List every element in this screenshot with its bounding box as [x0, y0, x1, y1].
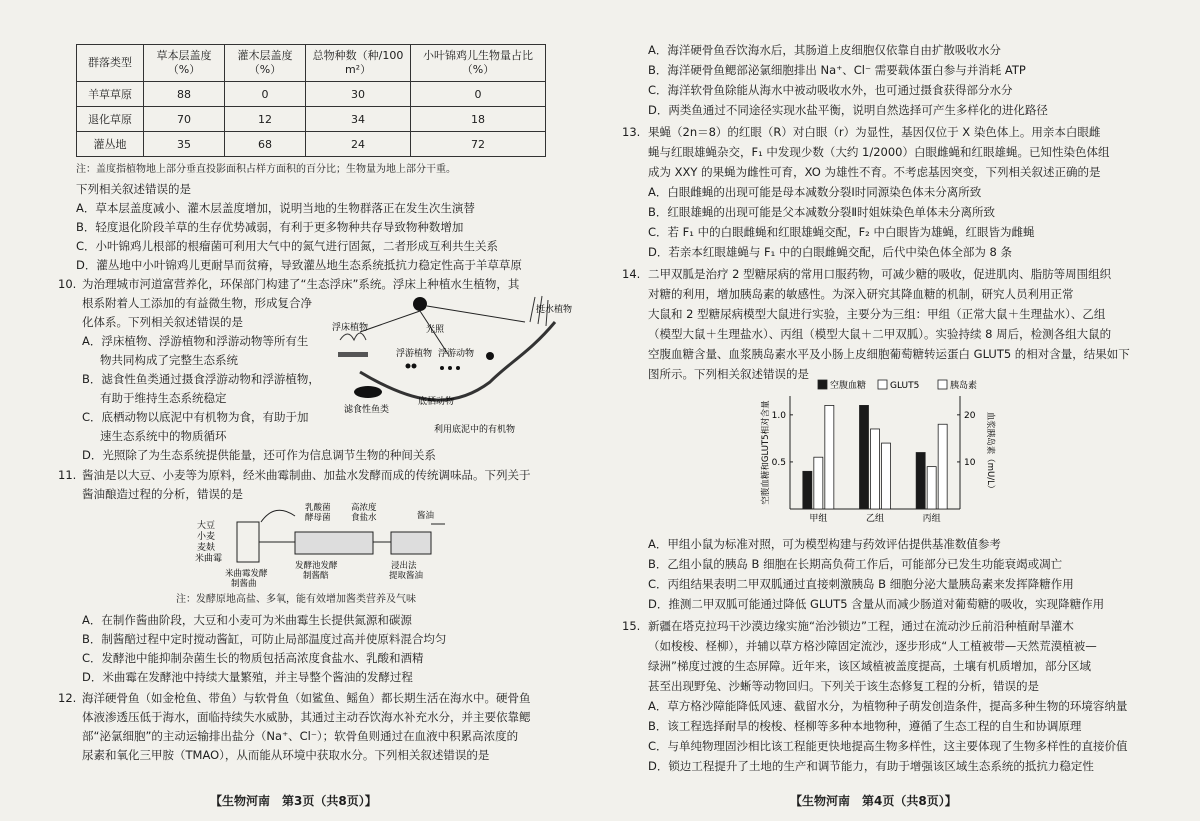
table-cell: 0	[411, 82, 546, 107]
table-cell: 34	[306, 107, 411, 132]
q15-line: 新疆在塔克拉玛干沙漠边缘实施“治沙锁边”工程，通过在流动沙丘前沿种植耐旱灌木	[648, 619, 1074, 633]
q12-line: 部“泌氯细胞”的主动运输排出盐分（Na⁺、Cl⁻）；软骨鱼则通过在血液中积累高浓度的	[82, 729, 519, 743]
zoo-dot	[440, 366, 444, 370]
step-label: 制酱醅	[303, 571, 329, 581]
q13-line: 果蝇（2n＝8）的红眼（R）对白眼（r）为显性，基因仅位于 X 染色体上。用亲本白眼雌	[648, 125, 1101, 139]
floating-bed-diagram	[330, 292, 573, 442]
bar	[927, 467, 936, 509]
table-cell: 70	[144, 107, 225, 132]
q11-option-c: C．发酵池中能抑制杂菌生长的物质包括高浓度食盐水、乳酸和酒精	[82, 651, 424, 665]
q15-option-d: D．锁边工程提升了土地的生产和调节能力，有助于增强该区域生态系统的抵抗力稳定性	[648, 759, 1094, 773]
q12-line: 体液渗透压低于海水，面临持续失水威胁，其通过主动吞饮海水补充水分，并主要依靠鳃	[82, 710, 531, 724]
bar	[825, 405, 834, 509]
table-cell: 羊草草原	[77, 82, 144, 107]
table-row	[77, 82, 546, 107]
q12-option-c: C．海洋软骨鱼除能从海水中被动吸收水外，也可通过摄食获得部分水分	[648, 83, 1013, 97]
table-header-cell: 群落类型	[77, 45, 144, 82]
legend-swatch	[878, 380, 887, 389]
y2-axis-label: 血浆胰岛素（mU/L）	[985, 411, 995, 494]
soy-process-diagram	[195, 500, 455, 588]
q10-option-c: C．底栖动物以底泥中有机物为食，有助于加	[82, 410, 309, 424]
table-cell: 68	[225, 132, 306, 157]
q14-bar-chart	[750, 374, 1010, 530]
step-label: 发酵池发酵	[295, 561, 338, 571]
legend-swatch	[818, 380, 827, 389]
q12-line: 尿素和氧化三甲胺（TMAO），从而能从环境中获取水分。下列相关叙述错误的是	[82, 748, 490, 762]
q11-line: 酱油酿造过程的分析，错误的是	[82, 487, 243, 501]
raw-label: 大豆	[197, 521, 216, 531]
q10-option-c-cont: 速生态系统中的物质循环	[100, 429, 227, 443]
float-plant-icon	[340, 333, 366, 340]
chart-legend	[818, 379, 977, 391]
q13-option-d: D．若亲本红眼雄蝇与 F₁ 中的白眼雌蝇交配，后代中染色体全部为 8 条	[648, 245, 1013, 259]
bar	[871, 429, 880, 509]
chart-plot-area	[760, 396, 996, 524]
q15-option-b: B．该工程选择耐旱的梭梭、柽柳等多种本地物种，遵循了生态工程的自生和协调原理	[648, 719, 1082, 733]
table-header-cell: 总物种数（种/100 m²）	[306, 45, 411, 82]
float-bed-icon	[338, 352, 368, 357]
table-cell: 退化草原	[77, 107, 144, 132]
add-label: 乳酸菌	[305, 503, 331, 513]
q10-option-a-cont: 物共同构成了完整生态系统	[100, 353, 238, 367]
fish-small-icon	[486, 352, 494, 360]
table-cell: 35	[144, 132, 225, 157]
bar	[882, 443, 891, 509]
q11-option-d: D．米曲霉在发酵池中持续大量繁殖，并主导整个酱油的发酵过程	[82, 670, 413, 684]
q14-option-c: C．丙组结果表明二甲双胍通过直接刺激胰岛 B 细胞分泌大量胰岛素来发挥降糖作用	[648, 577, 1074, 591]
zoo-dot	[448, 366, 452, 370]
q11-option-a: A．在制作酱曲阶段，大豆和小麦可为米曲霉生长提供氮源和碳源	[82, 613, 412, 627]
koji-vessel-icon	[237, 522, 259, 562]
q9-option-c: C．小叶锦鸡儿根部的根瘤菌可利用大气中的氮气进行固氮，二者形成互利共生关系	[76, 239, 499, 253]
q10-line: 化体系。下列相关叙述错误的是	[82, 315, 243, 329]
q10-option-b-cont: 有助于维持生态系统稳定	[100, 391, 227, 405]
table-row	[77, 132, 546, 157]
phyto-dot	[412, 364, 417, 369]
y-axis-label: 空腹血糖和GLUT5相对含量	[761, 400, 771, 505]
diagram-label: 利用底泥中的有机物	[434, 425, 516, 435]
table-cell: 24	[306, 132, 411, 157]
bar	[814, 457, 823, 509]
table-header-cell: 小叶锦鸡儿生物量占比（%）	[411, 45, 546, 82]
q14-line: （模型大鼠＋生理盐水）、丙组（模型大鼠＋二甲双胍）。实验持续 8 周后，检测各组大鼠的	[648, 327, 1112, 341]
bar	[916, 453, 925, 510]
diagram-label: 挺水植物	[536, 305, 573, 315]
y-tick-label: 1.0	[771, 410, 786, 421]
q15-line: 甚至出现野兔、沙蜥等动物回归。下列关于该生态修复工程的分析，错误的是	[648, 679, 1039, 693]
q13-line: 成为 XXY 的果蝇为雌性可育，XO 为雄性不育。不考虑基因突变，下列相关叙述正确的是	[648, 165, 1101, 179]
table-cell: 0	[225, 82, 306, 107]
step-label: 提取酱油	[389, 571, 424, 581]
y-tick-label: 0.5	[771, 457, 786, 468]
q12-number: 12.	[58, 691, 77, 705]
q9-option-b: B．轻度退化阶段羊草的生存优势减弱，有利于更多物种共存导致物种数增加	[76, 220, 464, 234]
diagram-label: 浮游动物	[438, 349, 475, 359]
q12-option-d: D．两类鱼通过不同途径实现水盐平衡，说明自然选择可产生多样化的进化路径	[648, 103, 1048, 117]
q13-number: 13.	[622, 125, 641, 139]
q10-number: 10.	[58, 277, 77, 291]
x-tick-label: 甲组	[809, 514, 828, 524]
q15-line: （如梭梭、柽柳），并辅以草方格沙障固定流沙，逐步形成“人工植被带—天然荒漠植被—	[648, 639, 1097, 653]
y2-tick-label: 10	[964, 457, 976, 468]
add-label: 酵母菌	[305, 513, 331, 523]
q14-option-a: A．甲组小鼠为标准对照，可为模型构建与药效评估提供基准数值参考	[648, 537, 1001, 551]
page-footer: 【生物河南 第3页（共8页）】	[210, 794, 377, 808]
q13-option-b: B．红眼雄蝇的出现可能是父本减数分裂Ⅱ时姐妹染色单体未分离所致	[648, 205, 996, 219]
table-row	[77, 107, 546, 132]
table-cell: 18	[411, 107, 546, 132]
q9-stem: 下列相关叙述错误的是	[76, 182, 191, 196]
table-cell: 12	[225, 107, 306, 132]
step-label: 浸出法	[391, 561, 417, 571]
q10-line: 根系附着人工添加的有益微生物，形成复合净	[82, 296, 312, 310]
raw-label: 米曲霉	[195, 554, 223, 564]
phyto-dot	[406, 364, 411, 369]
q10-line: 为治理城市河道富营养化，环保部门构建了“生态浮床”系统。浮床上种植水生植物，其	[82, 277, 520, 291]
diagram-label: 底栖动物	[418, 397, 455, 407]
fish-icon	[354, 386, 382, 398]
q11-line: 酱油是以大豆、小麦等为原料，经米曲霉制曲、加盐水发酵而成的传统调味品。下列关于	[82, 468, 531, 482]
q12-option-b: B．海洋硬骨鱼鳃部泌氯细胞排出 Na⁺、Cl⁻ 需要载体蛋白参与并消耗 ATP	[648, 63, 1026, 77]
diagram-label: 浮游植物	[396, 349, 433, 359]
riverbank-line	[360, 322, 555, 400]
bar	[803, 471, 812, 509]
q11-number: 11.	[58, 468, 77, 482]
q15-option-a: A．草方格沙障能降低风速、截留水分，为植物种子萌发创造条件，提高多种生物的环境容纳量	[648, 699, 1128, 713]
legend-label: 空腹血糖	[830, 381, 867, 391]
diagram-label: 光照	[426, 325, 445, 335]
q10-option-a: A．浮床植物、浮游植物和浮游动物等所有生	[82, 334, 309, 348]
q14-line: 二甲双胍是治疗 2 型糖尿病的常用口服药物，可减少糖的吸收，促进肌肉、脂肪等周围组织	[648, 267, 1112, 281]
process-note: 注：发酵原地高盐、多氧，能有效增加酱类营养及气味	[176, 594, 416, 605]
step-label: 米曲霉发酵	[225, 569, 268, 579]
q14-line: 大鼠和 2 型糖尿病模型大鼠进行实验，主要分为三组：甲组（正常大鼠＋生理盐水）、乙组	[648, 307, 1106, 321]
q15-number: 15.	[622, 619, 641, 633]
legend-label: 胰岛素	[950, 381, 978, 391]
legend-swatch	[938, 380, 947, 389]
y2-tick-label: 20	[964, 410, 976, 421]
zoo-dot	[456, 366, 460, 370]
raw-label: 麦麸	[197, 543, 216, 553]
table-cell: 30	[306, 82, 411, 107]
fermentation-tank-icon	[295, 532, 373, 554]
q14-option-d: D．推测二甲双胍可能通过降低 GLUT5 含量从而减少肠道对葡萄糖的吸收，实现降糖作用	[648, 597, 1105, 611]
table-header-row	[77, 45, 546, 82]
q10-option-b: B．滤食性鱼类通过摄食浮游动物和浮游植物，	[82, 372, 320, 386]
q12-option-a: A．海洋硬骨鱼吞饮海水后，其肠道上皮细胞仅依靠自由扩散吸收水分	[648, 43, 1001, 57]
q13-option-c: C．若 F₁ 中的白眼雌蝇和红眼雄蝇交配，F₂ 中白眼皆为雄蝇，红眼皆为雌蝇	[648, 225, 1035, 239]
q14-number: 14.	[622, 267, 641, 281]
q10-option-d: D．光照除了为生态系统提供能量，还可作为信息调节生物的种间关系	[82, 448, 436, 462]
table-note: 注：盖度指植物地上部分垂直投影面积占样方面积的百分比；生物量为地上部分干重。	[76, 164, 456, 175]
q14-line: 空腹血糖含量、血浆胰岛素水平及小肠上皮细胞葡萄糖转运蛋白 GLUT5 的相对含量，结果如下	[648, 347, 1130, 361]
q15-line: 绿洲”梯度过渡的生态屏障。近年来，该区域植被盖度提高，土壤有机质增加，部分区域	[648, 659, 1091, 673]
q13-line: 蝇与红眼雄蝇杂交，F₁ 中发现少数（大约 1/2000）白眼雌蝇和红眼雄蝇。已知性染色体组	[648, 145, 1110, 159]
add-label: 食盐水	[351, 513, 377, 523]
output-label: 酱油	[417, 511, 435, 521]
community-table	[76, 44, 546, 157]
table-cell: 72	[411, 132, 546, 157]
q11-option-b: B．制酱醅过程中定时搅动酱缸，可防止局部温度过高并使原料混合均匀	[82, 632, 447, 646]
x-tick-label: 乙组	[865, 514, 885, 524]
legend-label: GLUT5	[890, 381, 920, 391]
q9-option-d: D．灌丛地中小叶锦鸡儿更耐旱而贫瘠，导致灌丛地生态系统抵抗力稳定性高于羊草草原	[76, 258, 522, 272]
q15-option-c: C．与单纯物理固沙相比该工程能更快地提高生物多样性，这主要体现了生物多样性的直接价值	[648, 739, 1128, 753]
sun-icon	[413, 297, 427, 311]
light-arrow	[360, 311, 420, 332]
process-arrow	[261, 510, 295, 522]
table-header-cell: 灌木层盖度（%）	[225, 45, 306, 82]
bar	[860, 405, 869, 509]
table-header-cell: 草本层盖度（%）	[144, 45, 225, 82]
q14-line: 对糖的利用，增加胰岛素的敏感性。为深入研究其降血糖的机制，研究人员利用正常	[648, 287, 1074, 301]
x-tick-label: 丙组	[922, 514, 941, 524]
diagram-label: 滤食性鱼类	[344, 405, 390, 415]
bar	[938, 424, 947, 509]
q14-line: 图所示。下列相关叙述错误的是	[648, 367, 809, 381]
table-cell: 88	[144, 82, 225, 107]
q13-option-a: A．白眼雌蝇的出现可能是母本减数分裂Ⅰ时同源染色体未分离所致	[648, 185, 982, 199]
extraction-tank-icon	[391, 532, 431, 554]
table-cell: 灌丛地	[77, 132, 144, 157]
page-footer: 【生物河南 第4页（共8页）】	[790, 794, 957, 808]
q14-option-b: B．乙组小鼠的胰岛 B 细胞在长期高负荷工作后，可能部分已发生功能衰竭或凋亡	[648, 557, 1063, 571]
q12-line: 海洋硬骨鱼（如金枪鱼、带鱼）与软骨鱼（如鲨鱼、鳐鱼）都长期生活在海水中。硬骨鱼	[82, 691, 531, 705]
raw-label: 小麦	[197, 532, 216, 542]
page-4	[600, 0, 1200, 821]
add-label: 高浓度	[351, 503, 377, 513]
light-arrow	[427, 306, 525, 322]
diagram-label: 浮床植物	[332, 323, 369, 333]
step-label: 制酱曲	[231, 579, 257, 589]
q9-option-a: A．草本层盖度减小、灌木层盖度增加，说明当地的生物群落正在发生次生演替	[76, 201, 475, 215]
